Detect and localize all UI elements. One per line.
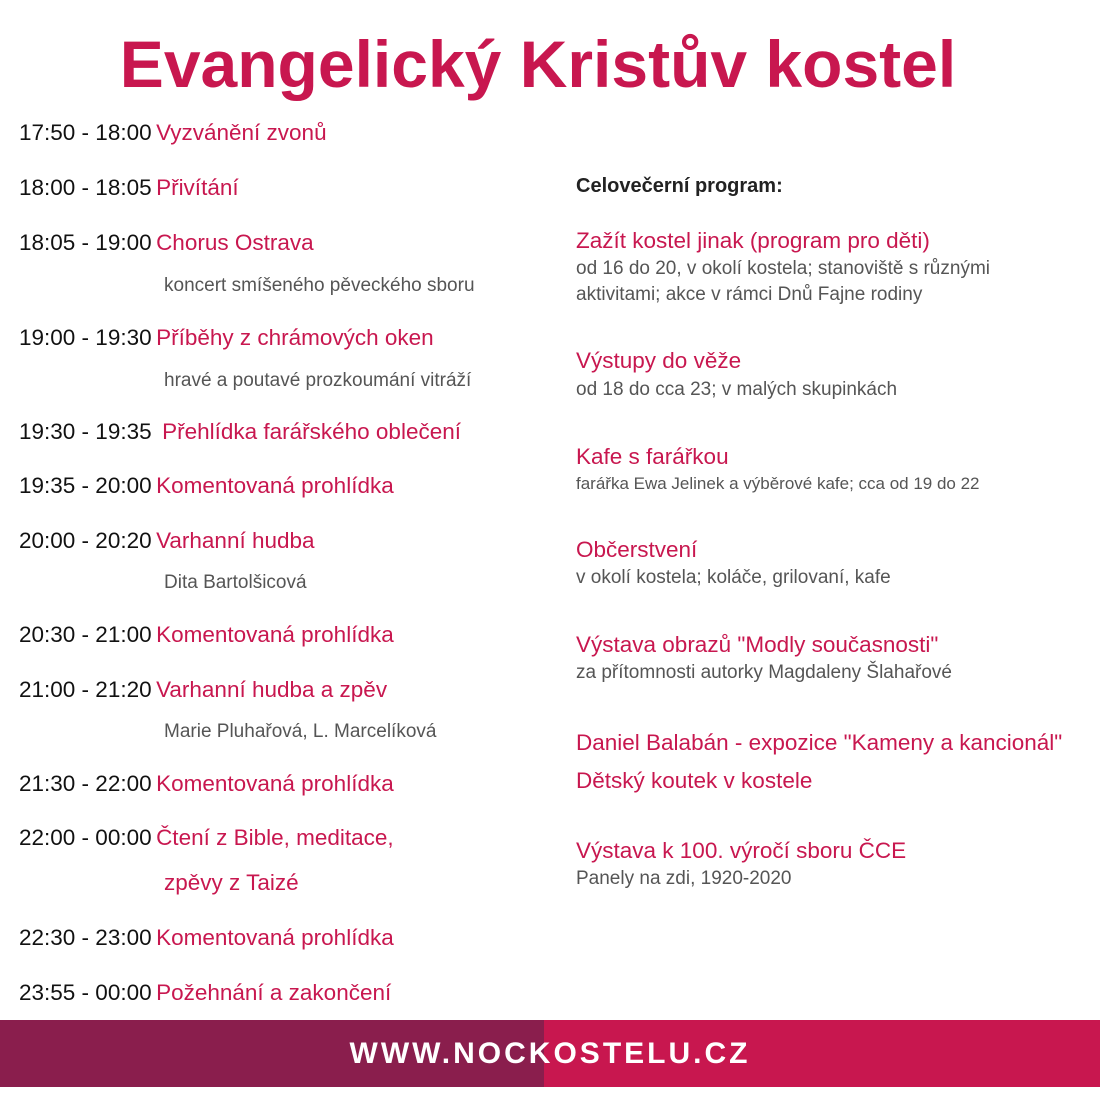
program-item-description: od 16 do 20, v okolí kostela; stanoviště s různými — [576, 258, 990, 279]
schedule-row — [19, 120, 327, 150]
schedule-time: 19:30 - 19:35 — [19, 419, 152, 444]
schedule-event: Přehlídka farářského oblečení — [162, 419, 461, 444]
schedule-row — [19, 771, 394, 801]
program-item-title: Výstava obrazů "Modly současnosti" — [576, 632, 939, 657]
schedule-row — [19, 419, 461, 449]
evening-program-heading: Celovečerní program: — [576, 175, 783, 197]
schedule-time: 21:00 - 21:20 — [19, 677, 152, 702]
schedule-event: Přivítání — [156, 175, 239, 200]
schedule-event: Varhanní hudba — [156, 528, 315, 553]
schedule-event: Komentovaná prohlídka — [156, 622, 394, 647]
program-item-description: aktivitami; akce v rámci Dnů Fajne rodiny — [576, 284, 923, 305]
schedule-time: 19:00 - 19:30 — [19, 325, 152, 350]
program-item-title: Dětský koutek v kostele — [576, 768, 813, 793]
schedule-time: 22:30 - 23:00 — [19, 925, 152, 950]
schedule-row — [19, 528, 315, 558]
program-item-description: farářka Ewa Jelinek a výběrové kafe; cca od 19 do 22 — [576, 474, 980, 493]
website-link[interactable]: WWW.NOCKOSTELU.CZ — [349, 1037, 751, 1070]
schedule-event-continuation: zpěvy z Taizé — [164, 870, 299, 895]
schedule-event: Varhanní hudba a zpěv — [156, 677, 388, 702]
page-title: Evangelický Kristův kostel — [119, 27, 957, 101]
schedule-time: 21:30 - 22:00 — [19, 771, 152, 796]
schedule-time: 18:00 - 18:05 — [19, 175, 152, 200]
schedule-time: 22:00 - 00:00 — [19, 825, 152, 850]
footer-banner — [0, 1020, 1100, 1087]
program-item-description: Panely na zdi, 1920-2020 — [576, 868, 792, 889]
schedule-event: Čtení z Bible, meditace, — [156, 825, 394, 850]
program-item-title: Výstupy do věže — [576, 348, 742, 373]
schedule-time: 18:05 - 19:00 — [19, 230, 152, 255]
schedule-event: Komentovaná prohlídka — [156, 925, 394, 950]
schedule-time: 17:50 - 18:00 — [19, 120, 152, 145]
schedule-row — [19, 825, 394, 855]
schedule-subtitle: hravé a poutavé prozkoumání vitráží — [164, 370, 472, 391]
schedule-event: Komentovaná prohlídka — [156, 771, 394, 796]
program-item-description: v okolí kostela; koláče, grilovaní, kafe — [576, 567, 891, 588]
schedule-time: 23:55 - 00:00 — [19, 980, 152, 1005]
schedule-subtitle: Marie Pluhařová, L. Marcelíková — [164, 721, 437, 742]
schedule-row — [19, 325, 434, 355]
schedule-row — [19, 925, 394, 955]
program-item-title: Daniel Balabán - expozice "Kameny a kancionál" — [576, 730, 1063, 755]
schedule-time: 19:35 - 20:00 — [19, 473, 152, 498]
schedule-event: Komentovaná prohlídka — [156, 473, 394, 498]
program-item-title: Občerstvení — [576, 537, 698, 562]
schedule-subtitle: Dita Bartolšicová — [164, 572, 307, 593]
schedule-row — [19, 230, 314, 260]
schedule-row — [19, 677, 387, 707]
schedule-event: Chorus Ostrava — [156, 230, 314, 255]
schedule-time: 20:00 - 20:20 — [19, 528, 152, 553]
schedule-row — [19, 175, 239, 205]
schedule-row — [19, 622, 394, 652]
schedule-subtitle: koncert smíšeného pěveckého sboru — [164, 275, 475, 296]
schedule-event: Požehnání a zakončení — [156, 980, 392, 1005]
program-item-title: Kafe s farářkou — [576, 444, 729, 469]
schedule-event: Vyzvánění zvonů — [156, 120, 327, 145]
schedule-time: 20:30 - 21:00 — [19, 622, 152, 647]
program-item-description: za přítomnosti autorky Magdaleny Šlahařové — [576, 662, 952, 683]
schedule-row — [19, 473, 394, 503]
schedule-event: Příběhy z chrámových oken — [156, 325, 434, 350]
program-item-title: Výstava k 100. výročí sboru ČCE — [576, 838, 907, 863]
program-item-description: od 18 do cca 23; v malých skupinkách — [576, 379, 898, 400]
schedule-row — [19, 980, 391, 1010]
program-item-title: Zažít kostel jinak (program pro děti) — [576, 228, 930, 253]
